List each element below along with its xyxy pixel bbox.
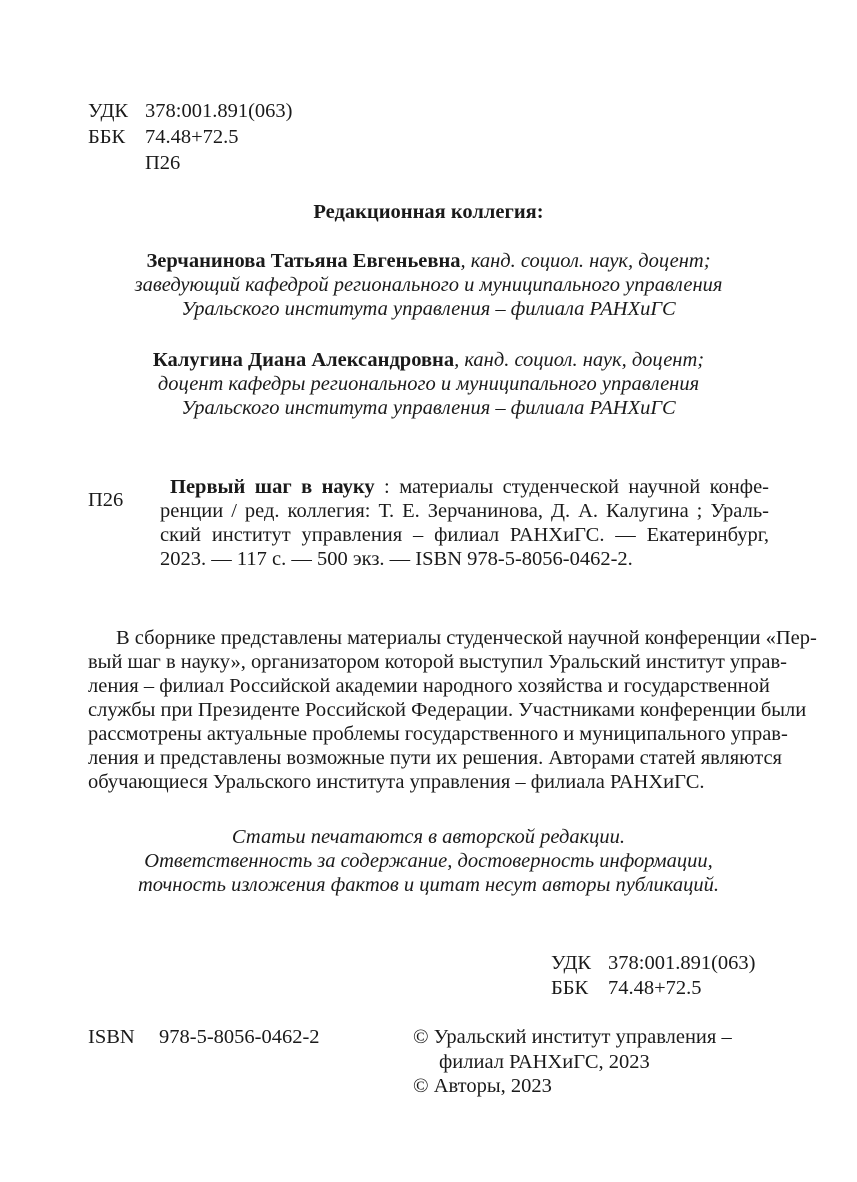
isbn: [88, 1025, 320, 1049]
udk-bottom-value: 378:001.891(063): [608, 952, 756, 974]
biblio-line-2: ренции / ред. коллегия: Т. Е. Зерчанинова, Д. А. Калугина ; Ураль-: [160, 500, 769, 522]
member-1-name: Зерчанинова Татьяна Евгеньевна: [146, 250, 461, 272]
member-2-position: доцент кафедры регионального и муниципального управления: [157, 373, 700, 395]
book-title: Первый шаг в науку: [170, 476, 375, 498]
udk-bottom: [551, 951, 756, 975]
bbk-top-value: 74.48+72.5: [145, 126, 239, 148]
biblio-line-3: ский институт управления – филиал РАНХиГС. — Екатеринбург,: [160, 524, 769, 546]
biblio-mark: П26: [88, 489, 124, 511]
biblio-line-4: 2023. — 117 с. — 500 экз. — ISBN 978-5-8056-0462-2.: [160, 548, 633, 570]
copyright-line-1: © Уральский институт управления –: [413, 1026, 732, 1048]
member-1-affiliation: Уральского института управления – филиала РАНХиГС: [181, 298, 676, 320]
biblio-line-1: : материалы студенческой научной конфе-: [374, 476, 769, 498]
disclaimer: [88, 825, 769, 897]
abstract-line-3: ления – филиал Российской академии народного хозяйства и государственной: [88, 675, 770, 697]
bbk-bottom-value: 74.48+72.5: [608, 977, 702, 999]
udk-top: [88, 99, 293, 123]
disclaimer-line-3: точность изложения фактов и цитат несут авторы публикаций.: [137, 874, 720, 896]
abstract-line-6: ления и представлены возможные пути их решения. Авторами статей являются: [88, 747, 782, 769]
author-mark-top: П26: [145, 152, 181, 174]
disclaimer-line-2: Ответственность за содержание, достоверность информации,: [144, 850, 713, 872]
member-2-name: Калугина Диана Александровна: [152, 349, 455, 371]
copyright-line-3: © Авторы, 2023: [413, 1075, 552, 1097]
abstract-line-5: рассмотрены актуальные проблемы государственного и муниципального управ-: [88, 723, 788, 745]
abstract-line-4: службы при Президенте Российской Федерации. Участниками конференции были: [88, 699, 807, 721]
member-2-affiliation: Уральского института управления – филиала РАНХиГС: [181, 397, 676, 419]
disclaimer-line-1: Статьи печатаются в авторской редакции.: [231, 826, 626, 848]
member-2-degree: , канд. социол. наук, доцент;: [454, 349, 705, 371]
udk-top-value: 378:001.891(063): [145, 100, 293, 122]
bbk-bottom-label: ББК: [551, 977, 589, 999]
member-1-degree: , канд. социол. наук, доцент;: [460, 250, 711, 272]
editorial-board-heading-text: Редакционная коллегия:: [313, 201, 544, 223]
copyright-line-2: филиал РАНХиГС, 2023: [439, 1051, 650, 1073]
isbn-value: 978-5-8056-0462-2: [159, 1026, 320, 1048]
bbk-top: [88, 125, 239, 149]
abstract-line-1: В сборнике представлены материалы студенческой научной конференции «Пер-: [116, 627, 817, 649]
bibliographic-record: [160, 475, 769, 571]
editorial-board-heading: [80, 200, 777, 224]
bbk-top-label: ББК: [88, 126, 126, 148]
bbk-bottom: [551, 976, 702, 1000]
abstract-line-7: обучающиеся Уральского института управления – филиала РАНХиГС.: [88, 771, 705, 793]
udk-top-label: УДК: [88, 100, 129, 122]
abstract: [88, 626, 817, 794]
abstract-line-2: вый шаг в науку», организатором которой выступил Уральский институт управ-: [88, 651, 787, 673]
udk-bottom-label: УДК: [551, 952, 592, 974]
editorial-member-1: [80, 249, 777, 321]
member-1-position: заведующий кафедрой регионального и муниципального управления: [134, 274, 723, 296]
isbn-label: ISBN: [88, 1026, 135, 1048]
editorial-member-2: [80, 348, 777, 420]
